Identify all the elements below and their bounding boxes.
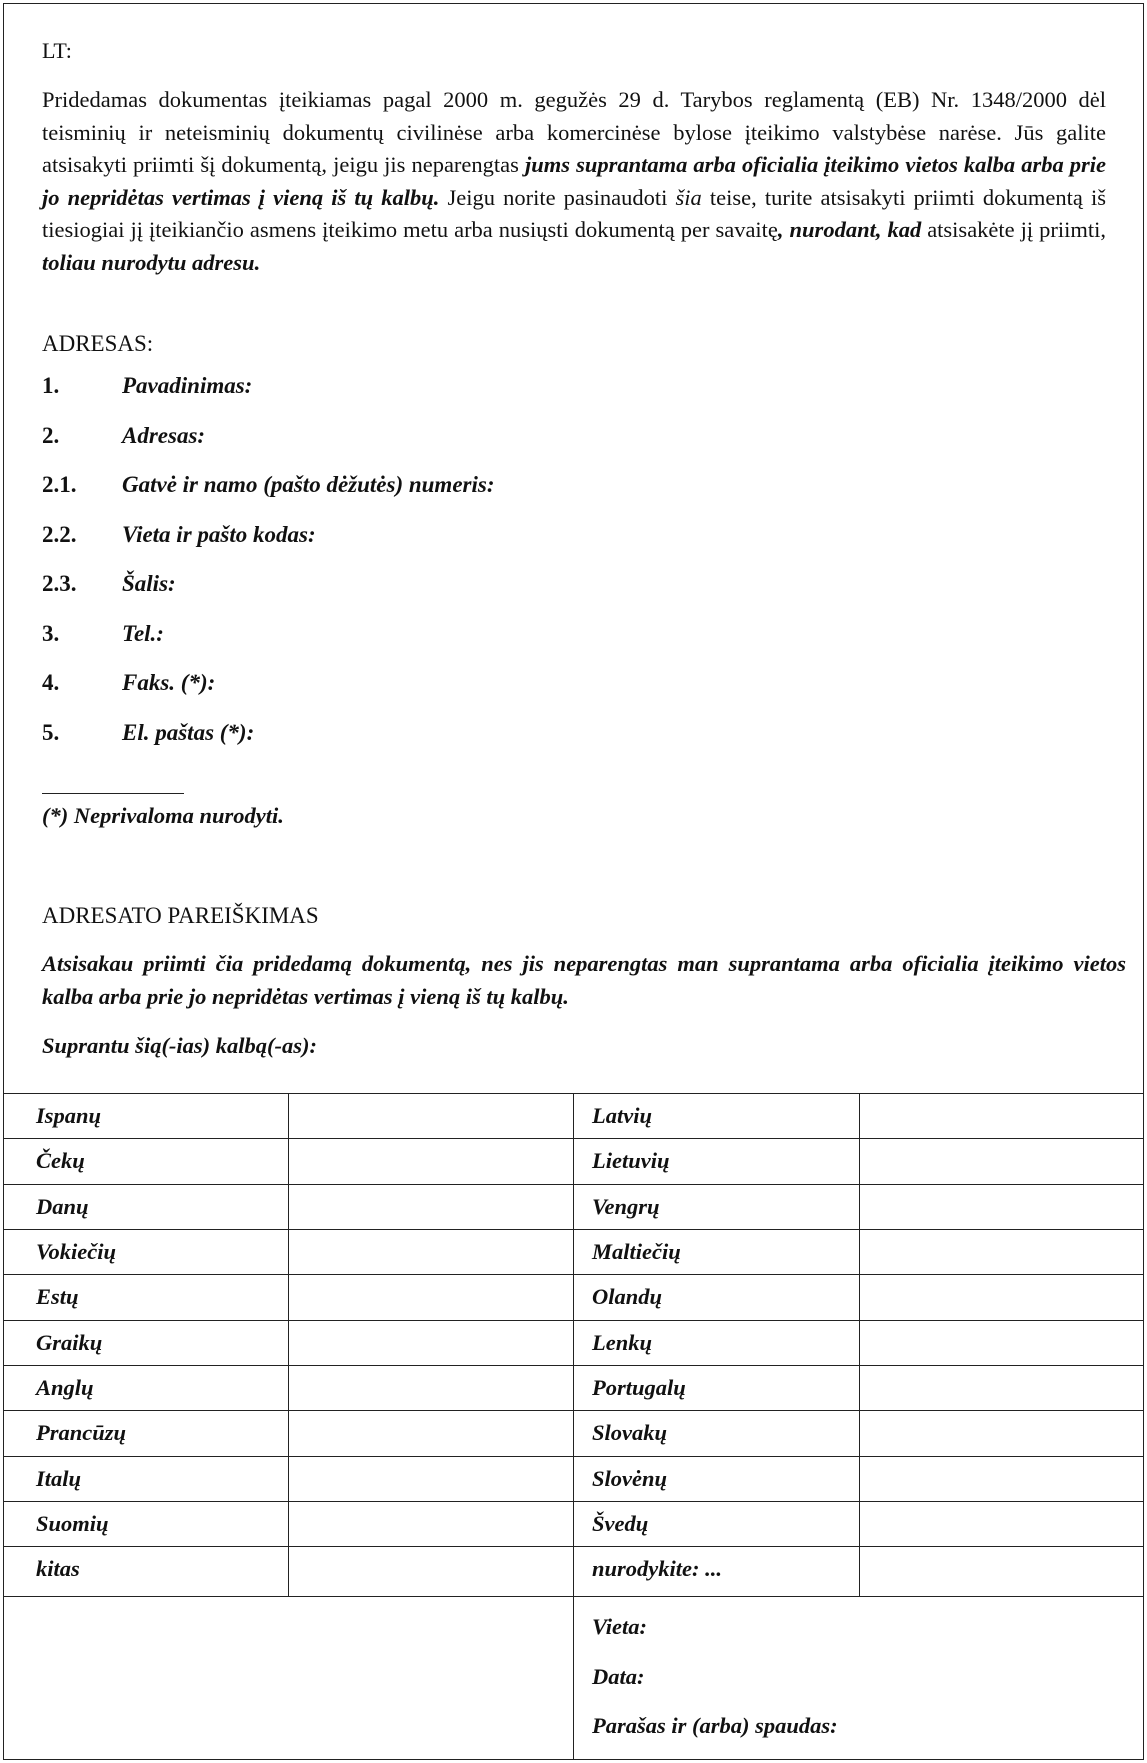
row-divider — [3, 1456, 1144, 1457]
language-code: LT: — [42, 38, 72, 63]
language-name: Lenkų — [592, 1330, 653, 1355]
signature-place-label: Vieta: — [592, 1614, 647, 1639]
language-name-other: kitas — [36, 1556, 80, 1581]
address-heading: ADRESAS: — [42, 331, 154, 356]
row-divider — [3, 1410, 1144, 1411]
column-divider — [288, 1093, 289, 1596]
row-divider — [3, 1501, 1144, 1502]
language-name: Vokiečių — [36, 1239, 117, 1264]
language-name: Estų — [36, 1284, 79, 1309]
language-name: Olandų — [592, 1284, 663, 1309]
row-divider — [3, 1274, 1144, 1275]
language-name: Anglų — [36, 1375, 94, 1400]
row-divider — [3, 1229, 1144, 1230]
row-divider — [3, 1365, 1144, 1366]
language-name: Lietuvių — [592, 1148, 670, 1173]
row-divider — [3, 1546, 1144, 1547]
understand-languages-label: Suprantu šią(-ias) kalbą(-as): — [42, 1033, 318, 1058]
language-name: Slovakų — [592, 1420, 668, 1445]
footnote: (*) Neprivaloma nurodyti. — [42, 803, 284, 828]
language-name: Maltiečių — [592, 1239, 681, 1264]
language-table — [3, 1093, 1144, 1760]
language-name: Ispanų — [36, 1103, 102, 1128]
statement-text: Atsisakau priimti čia pridedamą dokumentą, nes jis neparengtas man suprantama arba oficialia įteikimo vietos kalba arba prie jo nepridėtas vertimas į vieną iš tų kalbų. — [42, 951, 1126, 1009]
signature-date-label: Data: — [592, 1664, 645, 1689]
language-name: Slovėnų — [592, 1466, 668, 1491]
language-name: Portugalų — [592, 1375, 686, 1400]
language-name: Prancūzų — [36, 1420, 127, 1445]
statement-heading: ADRESATO PAREIŠKIMAS — [42, 903, 319, 928]
specify-other-language: nurodykite: ... — [592, 1556, 723, 1581]
language-name: Latvių — [592, 1103, 652, 1128]
language-name: Suomių — [36, 1511, 109, 1536]
language-name: Švedų — [592, 1511, 649, 1536]
row-divider — [3, 1320, 1144, 1321]
row-divider — [3, 1184, 1144, 1185]
intro-paragraph: Pridedamas dokumentas įteikiamas pagal 2000 m. gegužės 29 d. Tarybos reglamentą (EB) Nr. 1348/2000 dėl teisminių ir neteisminių dokumentų civilinėse arba komercinėse bylose įteikimo valstybėse narėse. Jūs galite atsisakyti priimti šį dokumentą, jeigu jis neparengtas jums suprantama arba oficialia įteikimo vietos kalba arba prie jo nepridėtas vertimas į vieną iš tų kalbų. Jeigu norite pasinaudoti šia teise, turite atsisakyti priimti dokumentą iš tiesiogiai jį įteikiančio asmens įteikimo metu arba nusiųsti dokumentą per savaitę, nurodant, kad atsisakėte jį priimti, toliau nurodytu adresu. — [42, 87, 1107, 275]
column-divider — [573, 1093, 574, 1760]
column-divider — [859, 1093, 860, 1596]
language-name: Graikų — [36, 1330, 103, 1355]
row-divider — [3, 1138, 1144, 1139]
language-name: Čekų — [36, 1148, 85, 1173]
language-name: Italų — [36, 1466, 82, 1491]
language-name: Danų — [36, 1194, 89, 1219]
footnote-separator — [42, 793, 184, 794]
language-name: Vengrų — [592, 1194, 660, 1219]
signature-sign-label: Parašas ir (arba) spaudas: — [592, 1713, 838, 1738]
